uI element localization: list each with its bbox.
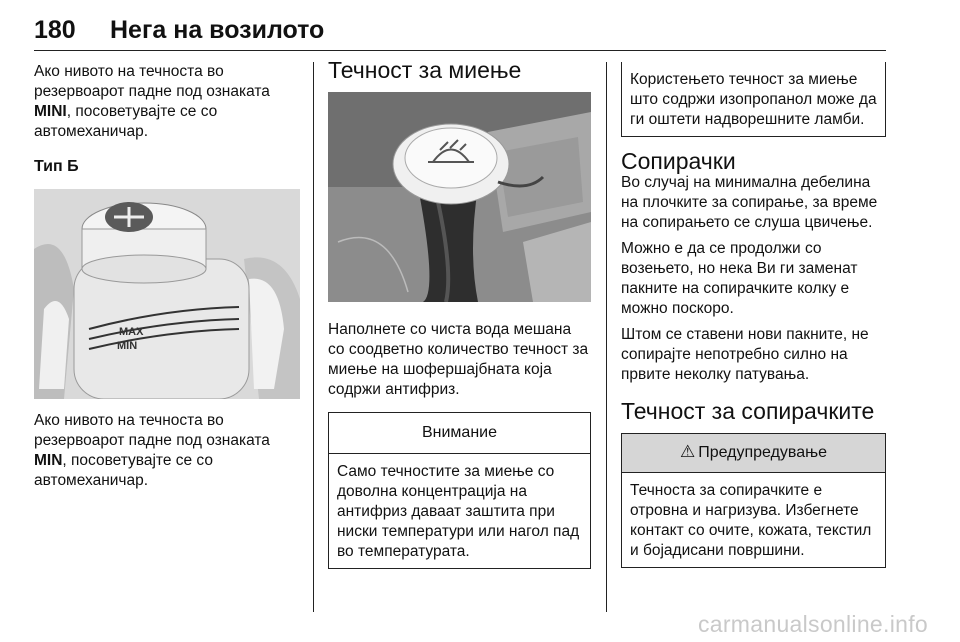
page-number: 180 bbox=[34, 16, 76, 44]
warning-header bbox=[622, 434, 885, 473]
washer-fluid-paragraph: Наполнете со чиста вода мешана со соодветно количество течност за миење на шофершајбната која содржи антифриз. bbox=[328, 321, 589, 398]
washer-cap-photo bbox=[328, 92, 591, 302]
column-divider-1 bbox=[313, 62, 314, 612]
brakes-paragraph-2: Можно е да се продолжи со возењето, но нека Ви ги заменат пакните на сопирачките колку е можно поскоро. bbox=[621, 240, 858, 317]
notice-box bbox=[328, 412, 591, 569]
column-left bbox=[34, 62, 300, 491]
max-mark-label: MAX bbox=[119, 326, 144, 338]
min-level-paragraph: Ако нивото на течноста во резервоарот падне под ознаката MIN, посоветувајте се со автомеханичар. bbox=[34, 412, 270, 489]
brakes-paragraph-1: Во случај на минимална дебелина на плочките за сопирање, за време на сопирањето се слуша цвичење. bbox=[621, 174, 878, 231]
notice-text: Само течностите за миење со доволна концентрација на антифриз даваат заштита при ниски температури или нагол пад во температурата. bbox=[337, 463, 580, 560]
page-header bbox=[34, 10, 886, 51]
type-b-heading: Тип Б bbox=[34, 158, 79, 175]
brake-fluid-title: Течност за сопирачките bbox=[621, 398, 875, 424]
isopropanol-note-box bbox=[621, 62, 886, 137]
brake-fluid-level-paragraph: Ако нивото на течноста во резервоарот падне под ознаката MINI, посоветувајте се со автомеханичар. bbox=[34, 63, 270, 140]
brakes-paragraph-3: Штом се ставени нови пакните, не сопирајте непотребно силно на првите неколку патувања. bbox=[621, 326, 869, 383]
min-mark: MIN bbox=[34, 452, 63, 469]
warning-title: Предупредување bbox=[698, 444, 828, 461]
column-right bbox=[621, 62, 886, 568]
column-divider-2 bbox=[606, 62, 607, 612]
isopropanol-note-text: Користењето течност за миење што содржи изопропанол може да ги оштети надворешните ламби. bbox=[630, 71, 877, 128]
warning-box bbox=[621, 433, 886, 568]
reservoir-photo bbox=[34, 189, 300, 399]
watermark: carmanualsonline.info bbox=[697, 611, 928, 637]
warning-text: Течноста за сопирачките е отровна и нагризува. Избегнете контакт со очите, кожата, текстил и бојадисани површини. bbox=[630, 482, 872, 559]
warning-triangle-icon: ⚠ bbox=[679, 442, 696, 461]
min-mark-label: MIN bbox=[117, 340, 138, 352]
washer-fluid-title: Течност за миење bbox=[328, 57, 522, 83]
brakes-title: Сопирачки bbox=[621, 148, 736, 174]
running-title: Нега на возилото bbox=[110, 16, 325, 44]
column-middle bbox=[328, 57, 591, 569]
notice-title: Внимание bbox=[329, 413, 590, 454]
mini-mark: MINI bbox=[34, 103, 67, 120]
